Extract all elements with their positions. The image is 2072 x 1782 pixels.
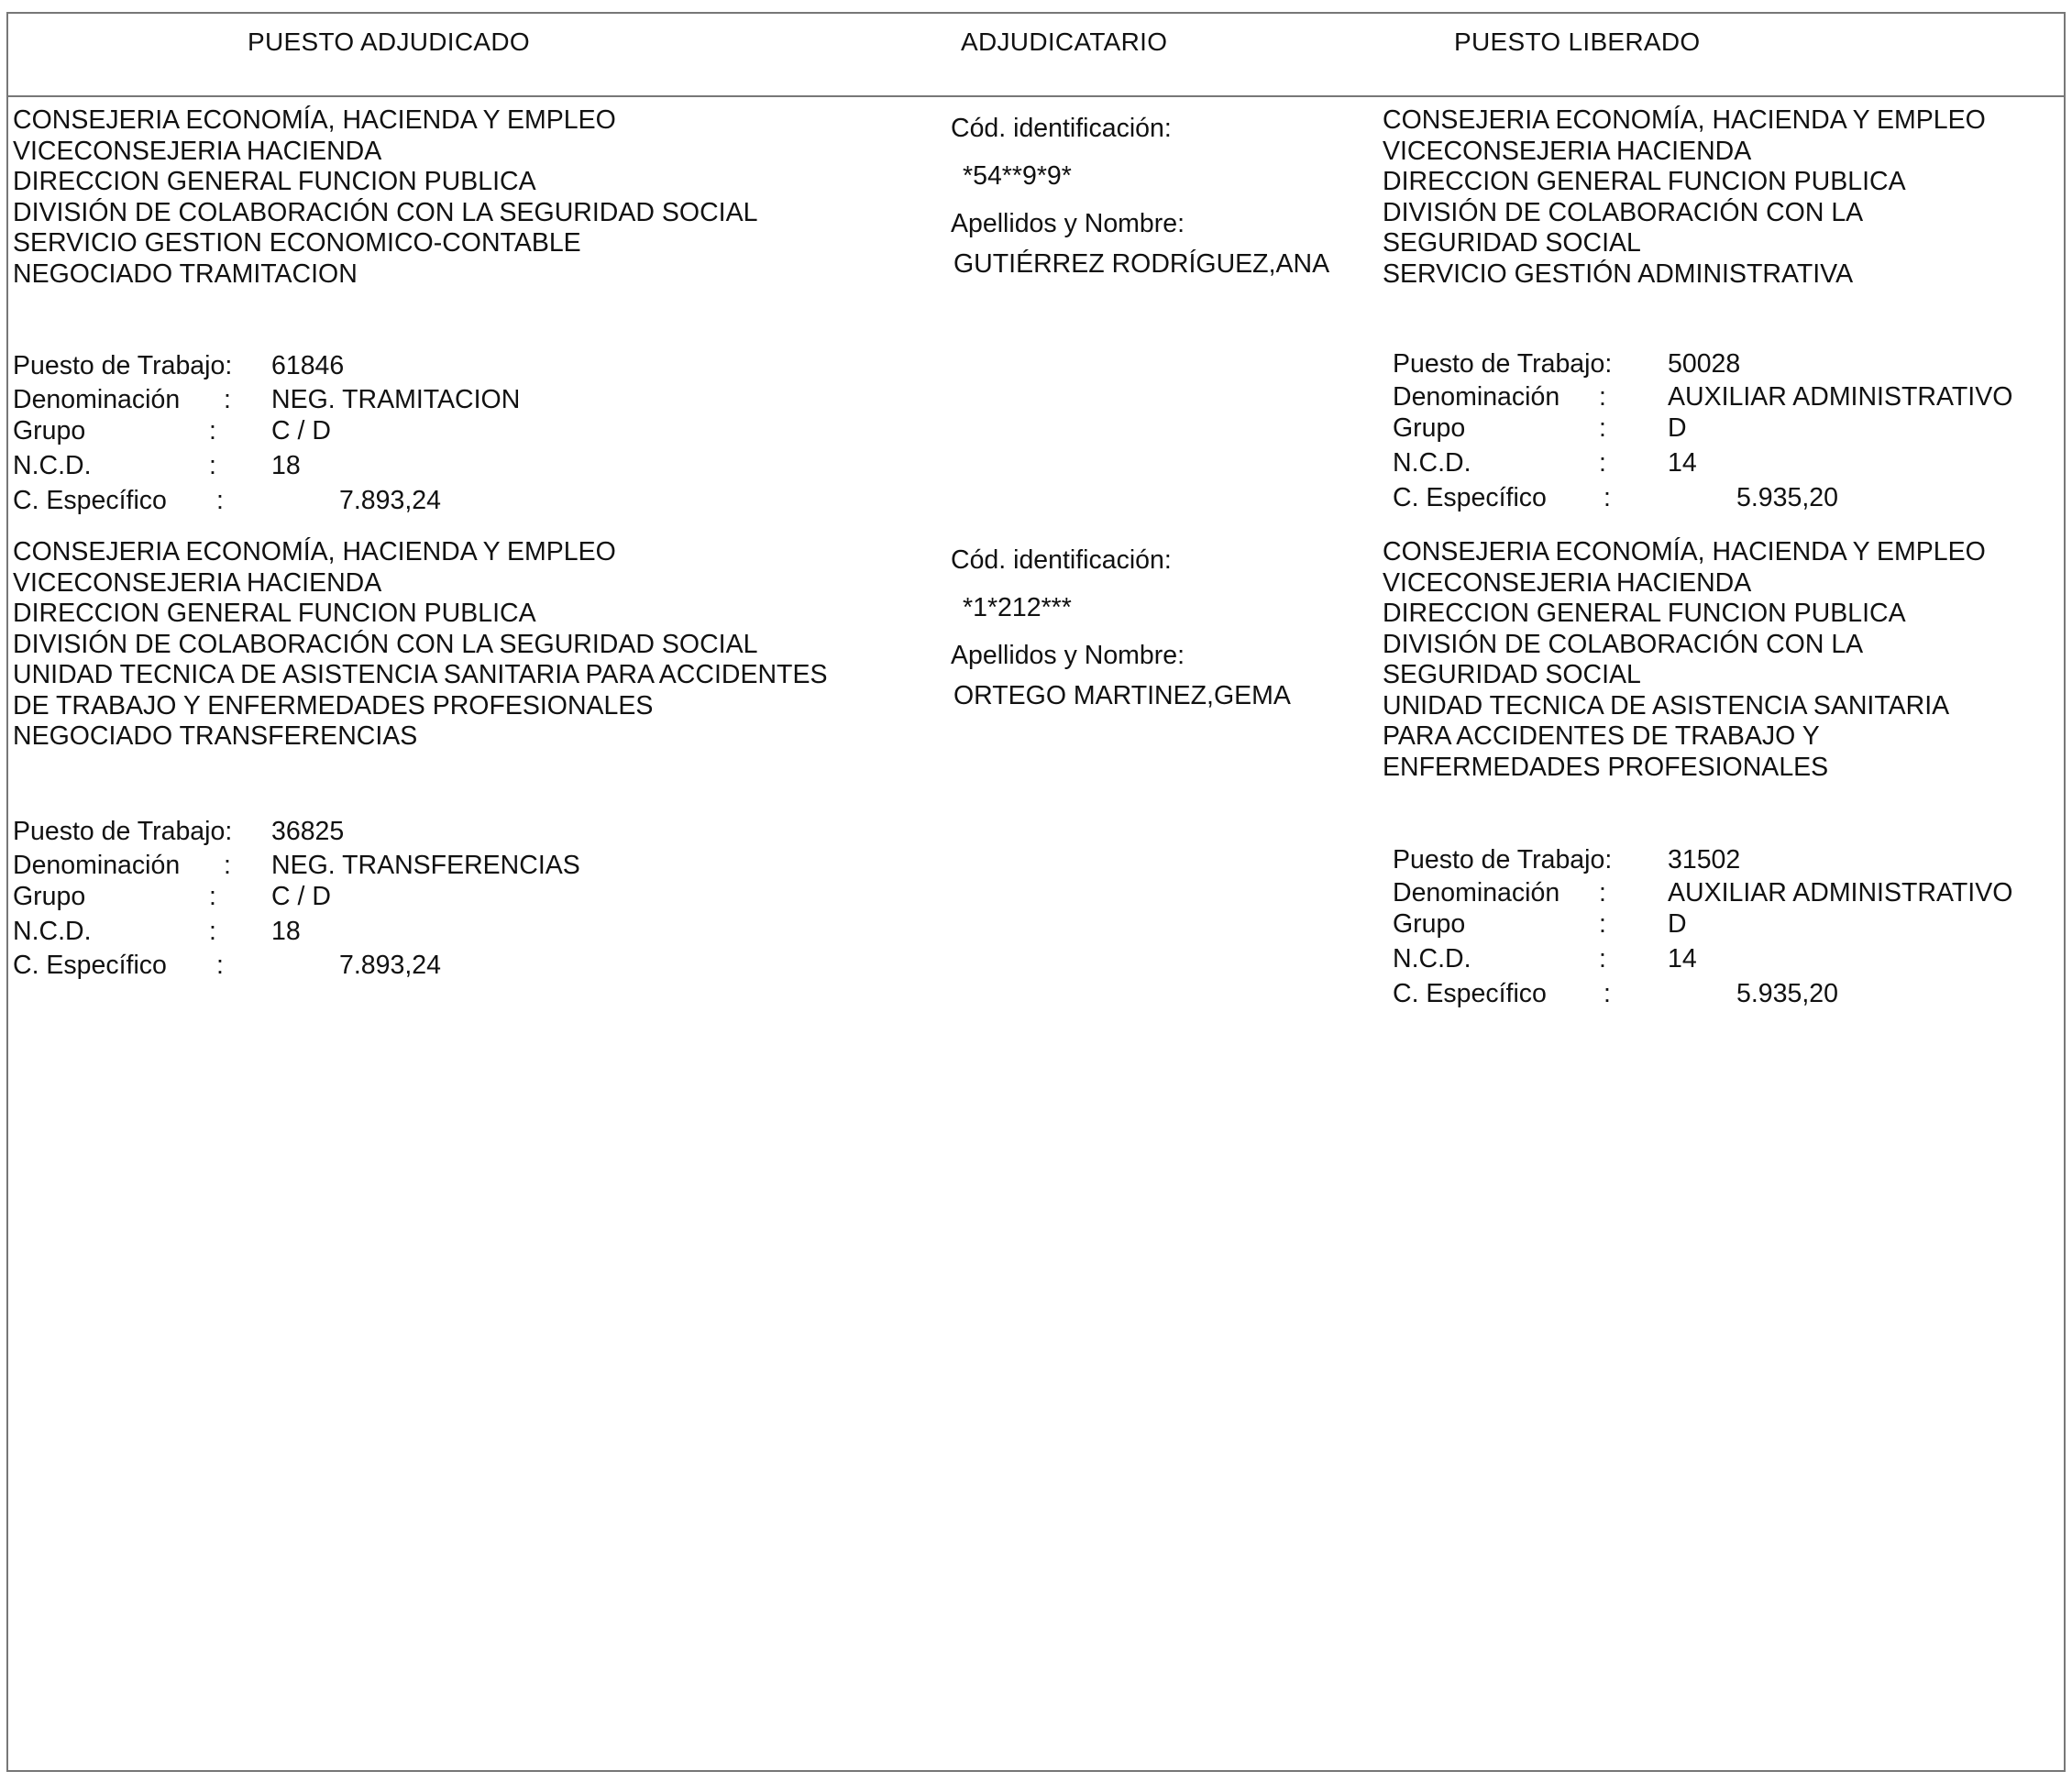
org-line: SERVICIO GESTION ECONOMICO-CONTABLE [13,228,581,258]
especifico-value: 7.893,24 [339,486,441,515]
grupo-label: Grupo [1393,413,1466,443]
denominacion-label: Denominación [1393,878,1560,908]
org-line: CONSEJERIA ECONOMÍA, HACIENDA Y EMPLEO [13,105,616,135]
colon: : [1604,979,1611,1008]
org-line: DIVISIÓN DE COLABORACIÓN CON LA SEGURIDAD SOCIAL [13,197,758,227]
nombre-label: Apellidos y Nombre: [951,641,1185,670]
denominacion-value: NEG. TRAMITACION [271,385,521,414]
colon: : [209,882,216,911]
colon: : [216,951,224,980]
org-line: VICECONSEJERIA HACIENDA [1383,567,1752,598]
org-line: UNIDAD TECNICA DE ASISTENCIA SANITARIA [1383,690,1950,720]
especifico-label: C. Específico [13,486,167,515]
header-adjudicatario: ADJUDICATARIO [961,28,1168,56]
entry-1-liberado-org [1383,105,1986,290]
ncd-label: N.C.D. [13,451,92,480]
ncd-value: 18 [271,917,301,946]
org-line: ENFERMEDADES PROFESIONALES [1383,752,1829,782]
org-line: PARA ACCIDENTES DE TRABAJO Y [1383,721,1820,751]
org-line: DIVISIÓN DE COLABORACIÓN CON LA [1383,197,1864,227]
grupo-value: D [1668,909,1687,939]
org-line: CONSEJERIA ECONOMÍA, HACIENDA Y EMPLEO [1383,105,1986,135]
especifico-value: 5.935,20 [1736,483,1838,512]
denominacion-value: AUXILIAR ADMINISTRATIVO [1668,382,2013,412]
puesto-label: Puesto de Trabajo: [1393,845,1613,874]
org-line: VICECONSEJERIA HACIENDA [1383,136,1752,166]
nombre-label: Apellidos y Nombre: [951,209,1185,238]
nombre-value: ORTEGO MARTINEZ,GEMA [953,681,1291,710]
puesto-value: 50028 [1668,349,1741,379]
colon: : [224,851,231,880]
org-line: CONSEJERIA ECONOMÍA, HACIENDA Y EMPLEO [13,537,616,566]
ncd-label: N.C.D. [1393,944,1471,974]
puesto-label: Puesto de Trabajo: [1393,349,1613,379]
colon: : [216,486,224,515]
denominacion-label: Denominación [1393,382,1560,412]
grupo-label: Grupo [13,882,86,911]
denominacion-label: Denominación [13,385,181,414]
cod-label: Cód. identificación: [951,545,1172,575]
header-puesto-adjudicado: PUESTO ADJUDICADO [248,28,530,56]
grupo-value: D [1668,413,1687,443]
colon: : [1599,448,1606,478]
header-puesto-liberado: PUESTO LIBERADO [1454,28,1701,56]
org-line: NEGOCIADO TRANSFERENCIAS [13,721,418,751]
colon: : [1599,909,1606,939]
puesto-label: Puesto de Trabajo: [13,351,233,380]
org-line: NEGOCIADO TRAMITACION [13,258,358,289]
especifico-value: 5.935,20 [1736,979,1838,1008]
nombre-value: GUTIÉRREZ RODRÍGUEZ,ANA [953,249,1330,279]
especifico-label: C. Específico [1393,979,1547,1008]
entry-1-adjudicado-org [13,105,757,290]
grupo-value: C / D [271,882,331,911]
grupo-value: C / D [271,416,331,446]
especifico-label: C. Específico [1393,483,1547,512]
especifico-value: 7.893,24 [339,951,441,980]
puesto-label: Puesto de Trabajo: [13,817,233,846]
org-line: CONSEJERIA ECONOMÍA, HACIENDA Y EMPLEO [1383,537,1986,566]
colon: : [209,451,216,480]
puesto-value: 61846 [271,351,345,380]
colon: : [1599,382,1606,412]
colon: : [224,385,231,414]
org-line: DIVISIÓN DE COLABORACIÓN CON LA SEGURIDAD SOCIAL [13,629,758,659]
org-line: DIVISIÓN DE COLABORACIÓN CON LA [1383,629,1864,659]
header-divider [6,95,2066,97]
ncd-value: 18 [271,451,301,480]
colon: : [209,416,216,446]
especifico-label: C. Específico [13,951,167,980]
org-line: SEGURIDAD SOCIAL [1383,660,1641,689]
ncd-label: N.C.D. [13,917,92,946]
org-line: DE TRABAJO Y ENFERMEDADES PROFESIONALES [13,690,654,720]
colon: : [1599,413,1606,443]
colon: : [1604,483,1611,512]
denominacion-value: AUXILIAR ADMINISTRATIVO [1668,878,2013,908]
colon: : [209,917,216,946]
org-line: DIRECCION GENERAL FUNCION PUBLICA [13,599,536,628]
colon: : [1599,944,1606,974]
denominacion-value: NEG. TRANSFERENCIAS [271,851,580,880]
org-line: VICECONSEJERIA HACIENDA [13,136,382,166]
denominacion-label: Denominación [13,851,181,880]
ncd-value: 14 [1668,944,1697,974]
org-line: UNIDAD TECNICA DE ASISTENCIA SANITARIA PARA ACCIDENTES [13,660,828,689]
org-line: SEGURIDAD SOCIAL [1383,228,1641,258]
entry-2-adjudicado-org [13,537,827,753]
cod-value: *54**9*9* [963,161,1072,191]
org-line: DIRECCION GENERAL FUNCION PUBLICA [13,167,536,196]
entry-2-liberado-org [1383,537,1986,783]
cod-label: Cód. identificación: [951,114,1172,143]
org-line: DIRECCION GENERAL FUNCION PUBLICA [1383,167,1906,196]
puesto-value: 31502 [1668,845,1741,874]
cod-value: *1*212*** [963,593,1072,622]
grupo-label: Grupo [1393,909,1466,939]
colon: : [1599,878,1606,908]
ncd-value: 14 [1668,448,1697,478]
puesto-value: 36825 [271,817,345,846]
org-line: VICECONSEJERIA HACIENDA [13,567,382,598]
org-line: SERVICIO GESTIÓN ADMINISTRATIVA [1383,258,1854,289]
org-line: DIRECCION GENERAL FUNCION PUBLICA [1383,599,1906,628]
grupo-label: Grupo [13,416,86,446]
ncd-label: N.C.D. [1393,448,1471,478]
